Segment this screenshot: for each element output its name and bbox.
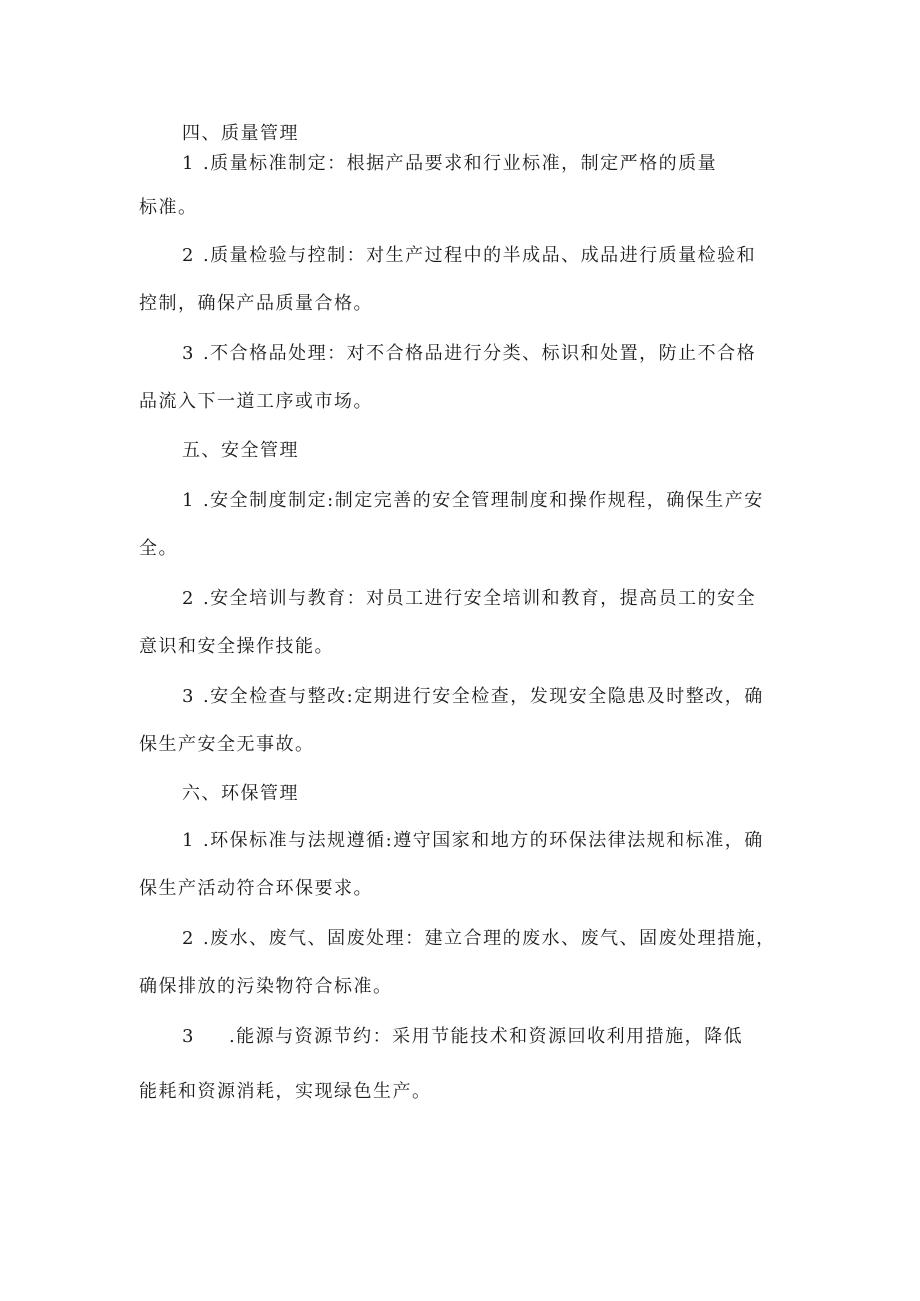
item-text: .废水、废气、固废处理：建立合理的废水、废气、固废处理措施， [202,928,776,949]
item-number: 3 [182,1026,195,1047]
item-text: .安全培训与教育：对员工进行安全培训和教育，提高员工的安全 [202,588,757,609]
item-number: 3 [182,343,195,364]
item-text: .质量检验与控制：对生产过程中的半成品、成品进行质量检验和 [202,245,757,266]
list-item-continuation: 保生产活动符合环保要求。 [139,878,373,899]
list-item-first-line [182,152,717,176]
list-item-continuation: 控制，确保产品质量合格。 [139,293,373,314]
section-heading-safety: 五、安全管理 [182,440,299,461]
item-number: 2 [182,245,195,266]
list-item-continuation: 能耗和资源消耗，实现绿色生产。 [139,1081,432,1102]
list-item-first-line [182,1025,743,1049]
item-text: .能源与资源节约：采用节能技术和资源回收利用措施，降低 [228,1026,744,1047]
list-item-continuation: 确保排放的污染物符合标准。 [139,976,393,997]
item-text: .环保标准与法规遵循:遵守国家和地方的环保法律法规和标准，确 [202,830,764,851]
list-item-first-line [182,244,756,268]
item-number: 1 [182,490,195,511]
list-item-continuation: 全。 [139,538,178,559]
item-number: 1 [182,153,195,174]
item-number: 1 [182,830,195,851]
item-text: .安全检查与整改:定期进行安全检查，发现安全隐患及时整改，确 [202,686,764,707]
list-item-continuation: 标准。 [139,197,198,218]
section-heading-environment: 六、环保管理 [182,783,299,804]
list-item-first-line [182,587,756,611]
list-item-continuation: 意识和安全操作技能。 [139,636,334,657]
item-number: 2 [182,588,195,609]
item-number: 2 [182,928,195,949]
list-item-first-line [182,829,764,853]
list-item-first-line [182,685,764,709]
section-heading-quality: 四、质量管理 [182,123,299,144]
list-item-continuation: 保生产安全无事故。 [139,734,315,755]
list-item-continuation: 品流入下一道工序或市场。 [139,391,373,412]
list-item-first-line [182,342,756,366]
item-text: .质量标准制定：根据产品要求和行业标准，制定严格的质量 [202,153,718,174]
list-item-first-line [182,489,764,513]
list-item-first-line [182,927,776,951]
item-text: .安全制度制定:制定完善的安全管理制度和操作规程，确保生产安 [202,490,764,511]
item-number: 3 [182,686,195,707]
item-text: .不合格品处理：对不合格品进行分类、标识和处置，防止不合格 [202,343,757,364]
